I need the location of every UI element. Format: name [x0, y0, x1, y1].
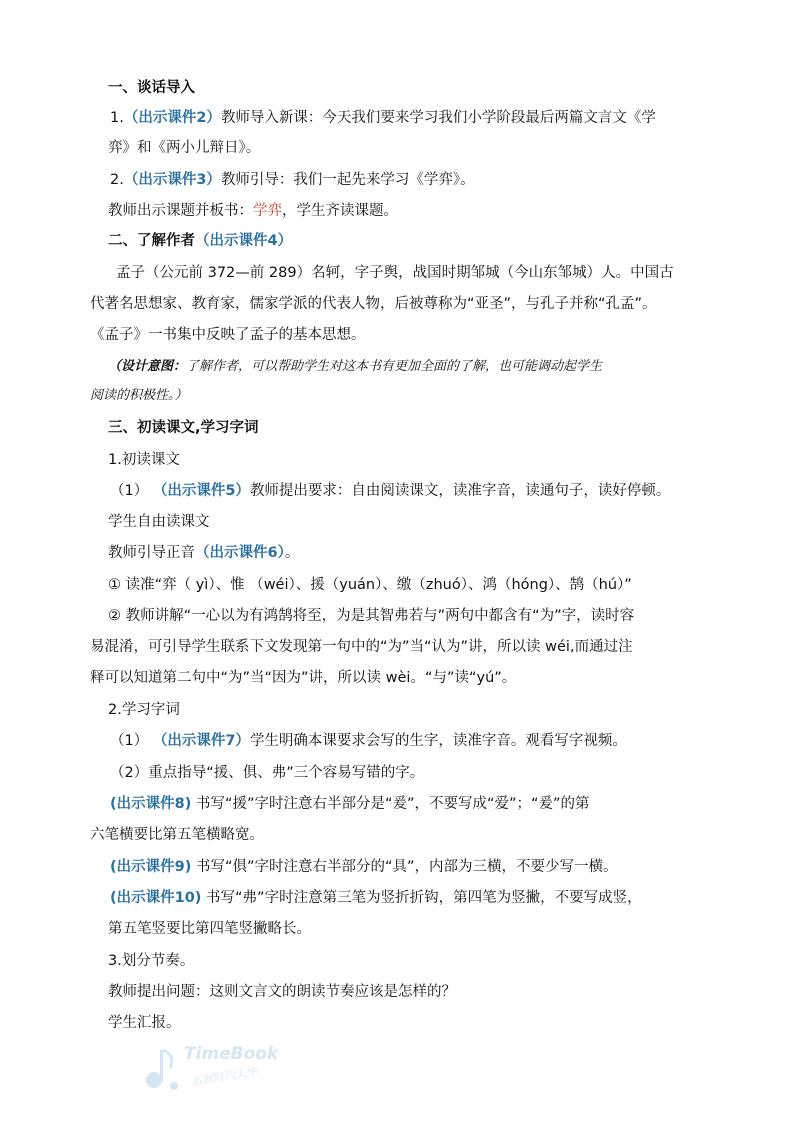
watermark-logo — [140, 1040, 279, 1100]
paragraph-2 — [110, 170, 475, 190]
paragraph-rhythm-1: 教师提出问题：这则文言文的朗读节奏应该是怎样的？ — [108, 984, 456, 1000]
paragraph-text: 。 — [284, 545, 300, 561]
section-heading-3: 三、初读课文,学习字词 — [108, 420, 259, 436]
subheading-1: 1.初读课文 — [108, 452, 180, 468]
heading-text: 二、了解作者 — [108, 233, 195, 249]
courseware-tag: （出示课件4） — [195, 233, 293, 249]
paragraph-words-3-cont: 六笔横要比第五笔横略宽。 — [90, 827, 264, 843]
pronunciation-list: ① 读准“弈（ yì）、惟 （wéi）、援（yuán）、缴（zhuó）、鸿（hóng）、鹄（hú）” — [108, 577, 632, 593]
explanation-line-2: 易混淆，可引导学生联系下文发现第一句中的“为”当“认为”讲，所以读 wéi,而通过注 — [90, 639, 633, 655]
item-number: （1） — [110, 733, 149, 749]
courseware-tag: （出示课件7） — [152, 733, 250, 749]
author-line-1: 孟子（公元前 372—前 289）名轲，字子舆，战国时期邹城（今山东邹城）人。中国古 — [116, 265, 674, 281]
courseware-tag: （出示课件2） — [123, 110, 221, 126]
highlight-text: 学弈 — [253, 203, 282, 219]
note-text: 了解作者，可以帮助学生对这本书有更加全面的了解，也可能调动起学生 — [186, 359, 603, 374]
paragraph-words-5-cont: 第五笔竖要比第四笔竖撇略长。 — [108, 921, 311, 937]
courseware-tag: （出示课件5） — [152, 483, 250, 499]
courseware-tag: （出示课件6） — [195, 545, 285, 561]
paragraph-text: 书写“弗”字时注意第三笔为竖折折钩，第四笔为竖撇，不要写成竖， — [206, 890, 642, 906]
paragraph-text: 书写“援”字时注意右半部分是“爰”，不要写成“爱”；“爰”的第 — [195, 796, 590, 812]
paragraph-1 — [110, 108, 656, 128]
item-number: （1） — [110, 483, 149, 499]
watermark-brand: TimeBook — [184, 1044, 279, 1064]
subheading-3: 3.划分节奏。 — [108, 953, 195, 969]
watermark-sub: 五洲时代天华 — [191, 1065, 259, 1088]
paragraph-words-2: （2）重点指导“援、俱、弗”三个容易写错的字。 — [110, 765, 425, 781]
paragraph-words-4 — [110, 857, 618, 877]
note-label: （设计意图： — [108, 359, 187, 374]
paragraph-read-3 — [108, 543, 299, 563]
explanation-line-3: 释可以知道第二句中“为”当“因为”讲，所以读 wèi。“与”读“yú”。 — [90, 670, 517, 686]
paragraph-text: 教师提出要求：自由阅读课文，读准字音，读通句子，读好停顿。 — [249, 483, 671, 499]
item-number: 2. — [110, 172, 124, 188]
design-intent-note — [108, 357, 602, 377]
item-number: 1. — [110, 110, 124, 126]
courseware-tag: (出示课件8) — [110, 796, 192, 812]
author-line-3: 《孟子》一书集中反映了孟子的基本思想。 — [90, 327, 366, 343]
paragraph-text: 书写“俱”字时注意右半部分的“具”，内部为三横，不要少写一横。 — [195, 859, 618, 875]
paragraph-read-2: 学生自由读课文 — [108, 514, 210, 530]
courseware-tag: (出示课件9) — [110, 859, 192, 875]
paragraph-text: 教师引导正音 — [108, 545, 195, 561]
paragraph-read-1 — [110, 481, 670, 501]
paragraph-text: 教师引导：我们一起先来学习《学弈》。 — [220, 172, 475, 188]
paragraph-text: 学生明确本课要求会写的生字，读准字音。观看写字视频。 — [249, 733, 627, 749]
author-line-2: 代著名思想家、教育家，儒家学派的代表人物，后被尊称为“亚圣”，与孔子并称“孔孟”。 — [90, 296, 657, 312]
courseware-tag: (出示课件10) — [110, 890, 202, 906]
paragraph-text: 教师出示课题并板书： — [108, 203, 253, 219]
paragraph-words-3 — [110, 794, 590, 814]
paragraph-text: 教师导入新课：今天我们要来学习我们小学阶段最后两篇文言文《学 — [220, 110, 656, 126]
design-intent-note-cont: 阅读的积极性。） — [90, 388, 188, 403]
section-heading-1: 一、谈话导入 — [108, 80, 195, 96]
section-heading-2 — [108, 231, 292, 251]
paragraph-text: ，学生齐读课题。 — [282, 203, 398, 219]
paragraph-rhythm-2: 学生汇报。 — [108, 1015, 181, 1031]
explanation-line-1: ② 教师讲解“一心以为有鸿鹄将至，为是其智弗若与”两句中都含有“为”字，读时容 — [108, 608, 635, 624]
paragraph-words-1 — [110, 731, 627, 751]
paragraph-3 — [108, 201, 398, 221]
courseware-tag: （出示课件3） — [123, 172, 221, 188]
note-icon — [140, 1040, 184, 1096]
paragraph-1-cont: 弈》和《两小儿辩日》。 — [108, 140, 261, 156]
paragraph-words-5 — [110, 888, 642, 908]
subheading-2: 2.学习字词 — [108, 702, 180, 718]
